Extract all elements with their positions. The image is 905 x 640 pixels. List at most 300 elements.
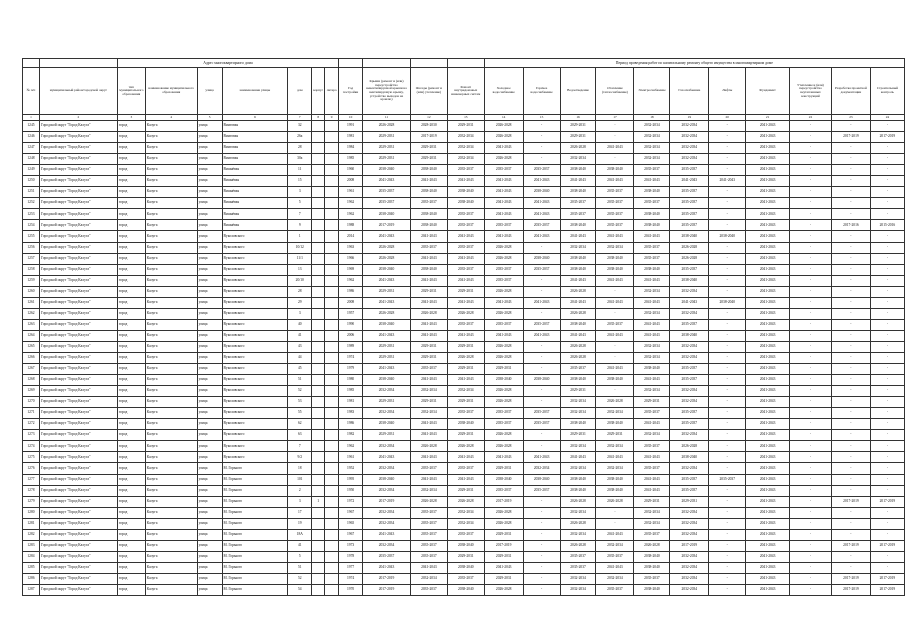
table-cell: 2029-2031: [363, 143, 411, 154]
table-cell: 2041-2043: [634, 419, 670, 430]
table-cell: улица: [197, 143, 222, 154]
table-cell: 2032-2034: [596, 408, 634, 419]
table-cell: -: [790, 264, 832, 275]
table-cell: Калуга: [145, 187, 197, 198]
table-cell: 1979: [339, 364, 363, 375]
table-cell: 1969: [339, 264, 363, 275]
table-cell: -: [523, 308, 560, 319]
table-cell: 28: [288, 143, 312, 154]
column-header: Разработка проектной документации: [831, 68, 870, 115]
table-cell: 2035-2037: [484, 220, 523, 231]
table-cell: улица: [197, 375, 222, 386]
table-cell: 2041-2043: [363, 275, 411, 286]
table-row: [23, 375, 905, 386]
column-number: 22: [790, 115, 832, 121]
table-cell: [312, 319, 325, 330]
table-cell: 2026-2028: [363, 242, 411, 253]
table-cell: 1973: [339, 540, 363, 551]
table-cell: город: [117, 220, 145, 231]
table-cell: Городской округ "Город Калуга": [39, 573, 117, 584]
table-cell: Городской округ "Город Калуга": [39, 562, 117, 573]
table-cell: 2041-2043: [746, 375, 790, 386]
column-header: Крыши (ремонт и (или) переустройство невентилируемой крыши на вентилируемую крышу, устройство выходов на кровлю): [363, 68, 411, 115]
table-cell: 2032-2034: [634, 308, 670, 319]
table-cell: улица: [197, 419, 222, 430]
table-cell: Городской округ "Город Калуга": [39, 341, 117, 352]
table-cell: [325, 319, 339, 330]
table-cell: 2017-2019: [410, 132, 447, 143]
table-cell: улица: [197, 430, 222, 441]
table-cell: 1272: [23, 419, 40, 430]
table-cell: 2032-2034: [560, 463, 596, 474]
table-row: [23, 341, 905, 352]
table-cell: 1983: [339, 408, 363, 419]
table-cell: 2041-2043: [410, 474, 447, 485]
table-cell: 1985: [339, 386, 363, 397]
table-cell: 2038-2040: [363, 419, 411, 430]
table-cell: 2032-2034: [447, 507, 484, 518]
table-cell: 2026-2028: [484, 341, 523, 352]
table-cell: 2: [288, 485, 312, 496]
table-cell: 2032-2034: [447, 386, 484, 397]
table-cell: [312, 375, 325, 386]
table-cell: [312, 584, 325, 595]
table-cell: улица: [197, 198, 222, 209]
table-cell: город: [117, 121, 145, 132]
table-cell: город: [117, 507, 145, 518]
table-cell: 1950: [339, 485, 363, 496]
table-cell: 2029-2031: [410, 286, 447, 297]
table-cell: [325, 308, 339, 319]
column-header: Газоснабжение: [670, 68, 709, 115]
column-number: 15: [523, 115, 560, 121]
table-cell: город: [117, 165, 145, 176]
table-cell: Городской округ "Город Калуга": [39, 507, 117, 518]
table-cell: 1981: [339, 397, 363, 408]
table-cell: 2041-2043: [560, 275, 596, 286]
table-cell: 2038-2040: [596, 253, 634, 264]
table-cell: -: [870, 319, 904, 330]
table-cell: улица: [197, 364, 222, 375]
table-cell: улица: [197, 496, 222, 507]
table-cell: Калуга: [145, 496, 197, 507]
table-cell: 2032-2034: [670, 341, 709, 352]
table-cell: 1264: [23, 330, 40, 341]
table-cell: 2038-2040: [484, 474, 523, 485]
table-cell: -: [831, 485, 870, 496]
table-cell: 1261: [23, 297, 40, 308]
table-cell: [312, 386, 325, 397]
table-cell: 2032-2034: [670, 121, 709, 132]
table-cell: 2041-2043: [484, 176, 523, 187]
table-cell: 2041-2043: [746, 573, 790, 584]
table-cell: 43: [288, 341, 312, 352]
table-cell: 2026-2028: [560, 496, 596, 507]
table-cell: 2035-2037: [447, 264, 484, 275]
column-header: № п/п: [23, 68, 40, 115]
table-cell: улица: [197, 452, 222, 463]
table-cell: 2032-2034: [670, 551, 709, 562]
table-cell: Калуга: [145, 419, 197, 430]
table-cell: улица: [197, 231, 222, 242]
table-cell: 2035-2037: [560, 364, 596, 375]
table-cell: город: [117, 452, 145, 463]
table-cell: улица: [197, 463, 222, 474]
table-cell: 2035-2037: [447, 165, 484, 176]
table-cell: 2038-2040: [363, 375, 411, 386]
table-cell: -: [790, 540, 832, 551]
column-header: Год постройки: [339, 68, 363, 115]
table-cell: 2029-2031: [363, 397, 411, 408]
table-cell: -: [709, 253, 746, 264]
table-cell: -: [870, 176, 904, 187]
table-cell: 2026-2028: [484, 154, 523, 165]
table-cell: -: [709, 562, 746, 573]
table-cell: -: [831, 198, 870, 209]
table-cell: -: [709, 308, 746, 319]
table-cell: 2041-2043: [746, 529, 790, 540]
table-cell: [312, 551, 325, 562]
table-cell: Городской округ "Город Калуга": [39, 143, 117, 154]
table-cell: 2029-2031: [363, 286, 411, 297]
table-cell: 1245: [23, 121, 40, 132]
table-cell: 2026-2028: [447, 308, 484, 319]
table-cell: 1259: [23, 275, 40, 286]
table-cell: -: [709, 352, 746, 363]
table-cell: -: [523, 551, 560, 562]
table-cell: -: [596, 507, 634, 518]
table-cell: -: [709, 540, 746, 551]
table-cell: 2038-2040: [447, 419, 484, 430]
table-cell: -: [709, 286, 746, 297]
table-cell: 1981: [339, 132, 363, 143]
table-cell: 2041-2043: [523, 330, 560, 341]
table-cell: 53: [288, 397, 312, 408]
table-cell: Калуга: [145, 375, 197, 386]
table-cell: 2041-2043: [746, 551, 790, 562]
table-cell: [325, 540, 339, 551]
table-cell: -: [831, 242, 870, 253]
table-cell: 2041-2043: [746, 319, 790, 330]
table-cell: 2029-2031: [410, 143, 447, 154]
table-cell: 1988: [339, 220, 363, 231]
table-cell: Городской округ "Город Калуга": [39, 408, 117, 419]
table-cell: 2041-2043: [670, 176, 709, 187]
table-cell: -: [790, 330, 832, 341]
table-cell: город: [117, 143, 145, 154]
table-cell: 2038-2040: [634, 551, 670, 562]
table-cell: [325, 154, 339, 165]
table-cell: Городской округ "Город Калуга": [39, 441, 117, 452]
table-cell: -: [523, 286, 560, 297]
table-cell: Калуга: [145, 540, 197, 551]
table-cell: 1967: [339, 529, 363, 540]
table-cell: 2041-2043: [523, 176, 560, 187]
table-row: [23, 507, 905, 518]
table-cell: 2035-2037: [634, 441, 670, 452]
table-cell: 2032-2034: [670, 430, 709, 441]
table-cell: 2038-2040: [634, 584, 670, 595]
table-cell: 2035-2037: [670, 364, 709, 375]
table-cell: -: [709, 132, 746, 143]
table-cell: город: [117, 551, 145, 562]
table-cell: 2041-2043: [596, 231, 634, 242]
table-cell: [312, 231, 325, 242]
table-cell: -: [831, 253, 870, 264]
table-cell: улица: [197, 441, 222, 452]
table-cell: -: [831, 143, 870, 154]
table-cell: М. Горького: [222, 485, 288, 496]
table-cell: -: [790, 143, 832, 154]
table-cell: -: [790, 121, 832, 132]
table-cell: 1274: [23, 441, 40, 452]
table-cell: 2041-2043: [596, 330, 634, 341]
table-cell: -: [790, 573, 832, 584]
table-cell: 2041-2043: [634, 297, 670, 308]
table-cell: город: [117, 573, 145, 584]
table-cell: 1965: [339, 518, 363, 529]
table-cell: 2041-2043: [410, 231, 447, 242]
table-cell: 2032-2034: [670, 397, 709, 408]
table-cell: -: [523, 143, 560, 154]
table-cell: 3: [288, 308, 312, 319]
table-cell: -: [870, 121, 904, 132]
table-cell: [312, 485, 325, 496]
table-cell: улица: [197, 253, 222, 264]
table-cell: 2038-2040: [634, 264, 670, 275]
table-cell: город: [117, 496, 145, 507]
table-cell: 5: [288, 551, 312, 562]
table-cell: 2029-2031: [484, 551, 523, 562]
table-cell: 2035-2037: [596, 551, 634, 562]
table-cell: 2041-2043: [746, 474, 790, 485]
table-cell: Калуга: [145, 121, 197, 132]
table-cell: [325, 551, 339, 562]
table-cell: -: [870, 253, 904, 264]
table-cell: 2038-2040: [560, 375, 596, 386]
table-cell: 44: [288, 352, 312, 363]
table-cell: 2026-2028: [447, 441, 484, 452]
table-cell: 2035-2037: [596, 209, 634, 220]
table-cell: -: [831, 562, 870, 573]
table-cell: -: [709, 518, 746, 529]
table-cell: 2041-2043: [746, 176, 790, 187]
table-cell: [325, 529, 339, 540]
table-cell: 2032-2034: [670, 308, 709, 319]
table-row: [23, 231, 905, 242]
table-cell: 2026-2028: [447, 496, 484, 507]
table-cell: Калуга: [145, 231, 197, 242]
table-cell: 2026-2028: [484, 286, 523, 297]
table-cell: М. Горького: [222, 584, 288, 595]
table-cell: 2032-2034: [634, 507, 670, 518]
table-cell: 2041-2043: [523, 209, 560, 220]
table-cell: -: [709, 264, 746, 275]
table-cell: 2041-2043: [447, 375, 484, 386]
table-cell: 2032-2034: [363, 540, 411, 551]
table-cell: город: [117, 253, 145, 264]
column-header: тип муниципального образования: [117, 68, 145, 115]
table-cell: 1253: [23, 209, 40, 220]
table-cell: 9/2: [288, 452, 312, 463]
table-cell: 2032-2034: [670, 386, 709, 397]
table-cell: [325, 419, 339, 430]
table-cell: -: [870, 198, 904, 209]
table-cell: город: [117, 297, 145, 308]
table-cell: Вуколовского: [222, 231, 288, 242]
table-cell: 1985: [339, 154, 363, 165]
table-cell: -: [709, 584, 746, 595]
table-cell: -: [870, 397, 904, 408]
table-cell: город: [117, 198, 145, 209]
table-cell: -: [523, 540, 560, 551]
table-cell: -: [790, 286, 832, 297]
column-header: Холодное водоснабжение: [484, 68, 523, 115]
table-cell: [312, 474, 325, 485]
table-cell: 2038-2040: [560, 165, 596, 176]
table-cell: -: [523, 430, 560, 441]
table-cell: [312, 187, 325, 198]
table-cell: улица: [197, 397, 222, 408]
table-cell: 1963: [339, 242, 363, 253]
column-header: корпус: [312, 68, 325, 115]
table-cell: [312, 297, 325, 308]
table-cell: 2038-2040: [447, 198, 484, 209]
table-row: [23, 430, 905, 441]
table-cell: -: [790, 529, 832, 540]
table-cell: 2038-2040: [709, 297, 746, 308]
table-cell: Вишнёвая: [222, 198, 288, 209]
table-cell: 63: [288, 430, 312, 441]
table-cell: 2032-2034: [634, 121, 670, 132]
table-cell: 2041-2043: [447, 330, 484, 341]
table-cell: 2041-2043: [746, 562, 790, 573]
table-cell: 2032-2034: [670, 529, 709, 540]
table-cell: -: [709, 441, 746, 452]
table-cell: [312, 253, 325, 264]
column-number: 14: [484, 115, 523, 121]
table-cell: 2041-2043: [410, 430, 447, 441]
table-cell: [312, 419, 325, 430]
table-cell: [312, 275, 325, 286]
table-cell: 2041-2043: [447, 297, 484, 308]
table-cell: город: [117, 264, 145, 275]
table-cell: Вуколовского: [222, 308, 288, 319]
column-header: Ремонт внутридомовых инженерных систем: [447, 68, 484, 115]
table-cell: 2026-2028: [363, 121, 411, 132]
table-cell: 2041-2043: [596, 452, 634, 463]
table-cell: 2035-2037: [596, 198, 634, 209]
table-cell: [312, 176, 325, 187]
table-cell: Городской округ "Город Калуга": [39, 154, 117, 165]
table-cell: [325, 507, 339, 518]
table-cell: Калуга: [145, 209, 197, 220]
table-cell: город: [117, 341, 145, 352]
table-cell: город: [117, 584, 145, 595]
table-cell: -: [709, 430, 746, 441]
table-cell: Вуколовского: [222, 441, 288, 452]
table-cell: 2029-2031: [447, 364, 484, 375]
column-number: 20: [709, 115, 746, 121]
table-cell: 2035-2037: [363, 551, 411, 562]
table-cell: 2017-2019: [670, 540, 709, 551]
table-cell: Вишнёвая: [222, 176, 288, 187]
table-cell: Калуга: [145, 132, 197, 143]
table-cell: -: [790, 562, 832, 573]
table-cell: -: [870, 231, 904, 242]
table-cell: 2026-2028: [484, 518, 523, 529]
table-cell: 2015-2016: [870, 220, 904, 231]
table-cell: Вуколовского: [222, 275, 288, 286]
table-cell: 2035-2037: [523, 165, 560, 176]
table-row: [23, 485, 905, 496]
table-cell: город: [117, 540, 145, 551]
table-cell: 1966: [339, 253, 363, 264]
table-cell: 2035-2037: [447, 573, 484, 584]
table-cell: 2032-2034: [670, 352, 709, 363]
table-cell: улица: [197, 187, 222, 198]
column-header: Водоотведение: [560, 68, 596, 115]
table-cell: 2032-2034: [560, 507, 596, 518]
table-cell: -: [790, 352, 832, 363]
table-cell: Городской округ "Город Калуга": [39, 231, 117, 242]
table-cell: -: [790, 507, 832, 518]
table-cell: 2035-2037: [410, 507, 447, 518]
table-cell: 2032-2034: [670, 507, 709, 518]
table-cell: -: [523, 132, 560, 143]
table-cell: 2041-2043: [634, 176, 670, 187]
table-cell: -: [709, 507, 746, 518]
column-header: Утепление и (или) переустройство неутепленных конструкций: [790, 68, 832, 115]
table-cell: 1266: [23, 352, 40, 363]
table-cell: 2029-2031: [560, 430, 596, 441]
table-cell: Калуга: [145, 341, 197, 352]
table-cell: 2029-2031: [634, 496, 670, 507]
table-cell: 2032-2034: [634, 132, 670, 143]
table-cell: 2035-2037: [484, 319, 523, 330]
table-cell: 2029-2031: [363, 132, 411, 143]
table-cell: Городской округ "Город Калуга": [39, 253, 117, 264]
column-number: 3: [117, 115, 145, 121]
table-cell: 3: [288, 496, 312, 507]
table-cell: 2026-2028: [560, 518, 596, 529]
table-cell: [312, 308, 325, 319]
table-cell: 1249: [23, 165, 40, 176]
table-row: [23, 220, 905, 231]
table-cell: 1279: [23, 496, 40, 507]
table-cell: Городской округ "Город Калуга": [39, 319, 117, 330]
table-cell: 2008: [339, 297, 363, 308]
table-cell: 2041-2043: [709, 176, 746, 187]
table-cell: Калуга: [145, 297, 197, 308]
table-cell: 2041-2043: [484, 198, 523, 209]
column-number: 8: [312, 115, 325, 121]
table-cell: 2038-2040: [410, 187, 447, 198]
table-cell: город: [117, 242, 145, 253]
table-cell: улица: [197, 352, 222, 363]
table-cell: 1275: [23, 452, 40, 463]
table-cell: Городской округ "Город Калуга": [39, 198, 117, 209]
table-cell: -: [831, 341, 870, 352]
table-cell: 2035-2037: [410, 463, 447, 474]
table-cell: -: [709, 275, 746, 286]
table-cell: 2038-2040: [363, 165, 411, 176]
table-cell: 1962: [339, 209, 363, 220]
table-cell: [325, 253, 339, 264]
table-cell: -: [790, 364, 832, 375]
table-cell: 2041-2043: [746, 242, 790, 253]
table-cell: Калуга: [145, 143, 197, 154]
